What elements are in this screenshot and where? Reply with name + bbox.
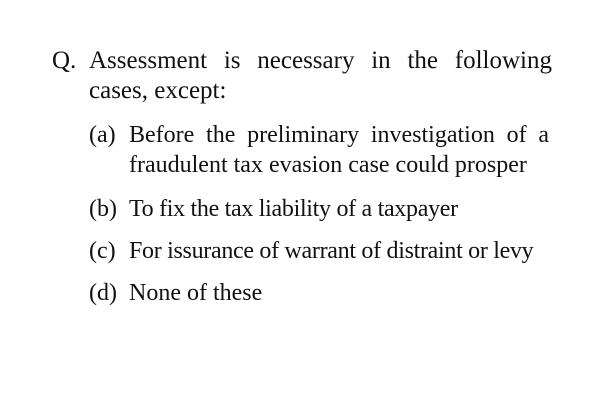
question-block [52, 46, 552, 106]
option-b-label: (b) [89, 196, 117, 222]
question-row [52, 46, 552, 106]
option-b [89, 194, 549, 224]
option-a-text: Before the preliminary investigation of a fraudulent tax evasion case could prosper [129, 122, 549, 178]
options-list [89, 120, 549, 320]
question-text: Assessment is necessary in the following cases, except: [89, 47, 552, 104]
option-d-text: None of these [129, 280, 263, 306]
option-a-label: (a) [89, 122, 116, 148]
option-c-label: (c) [89, 238, 116, 264]
option-a [89, 120, 549, 180]
option-c-text: For issurance of warrant of distraint or levy [129, 238, 534, 264]
option-b-text: To fix the tax liability of a taxpayer [129, 196, 458, 222]
option-d-label: (d) [89, 280, 117, 306]
option-c [89, 236, 549, 266]
option-d [89, 278, 549, 308]
question-label: Q. [52, 47, 77, 74]
